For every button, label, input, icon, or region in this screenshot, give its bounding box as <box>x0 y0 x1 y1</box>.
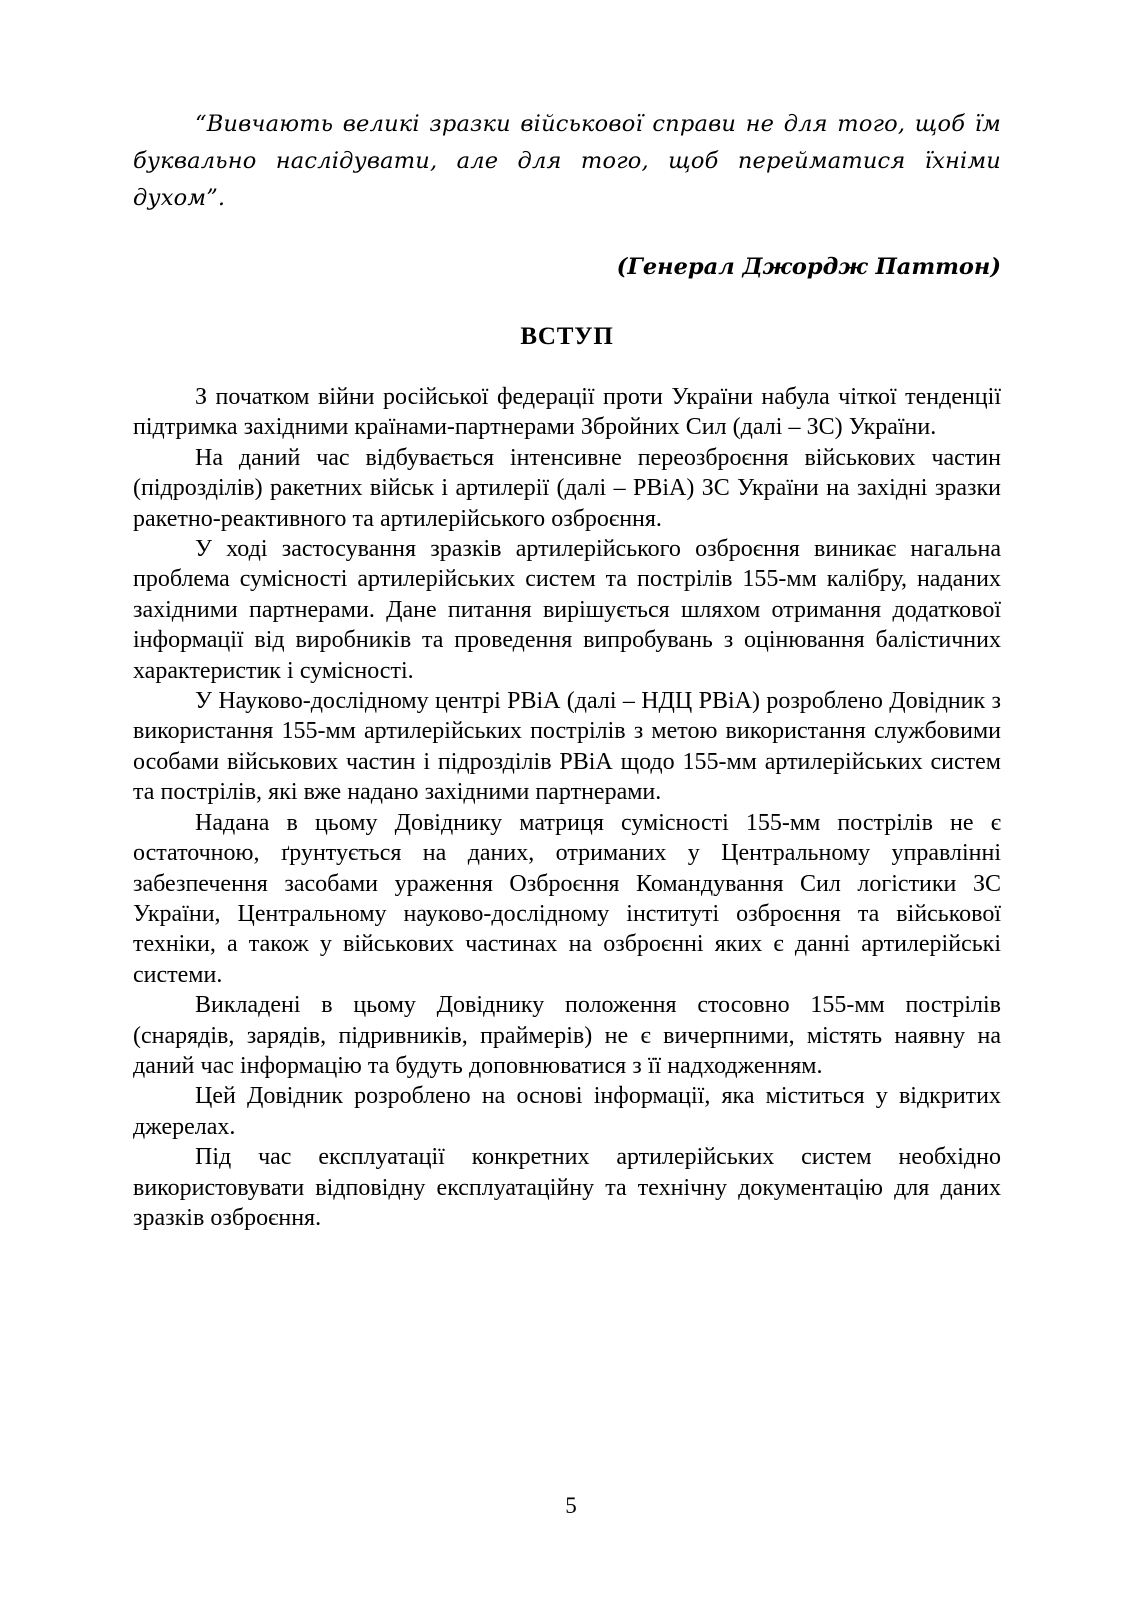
paragraph: У ході застосування зразків артилерійського озброєння виникає нагальна проблема сумісності артилерійських систем та пострілів 155-мм калібру, наданих західними партнерами. Дане питання вирішується шляхом отримання додаткової інформації від виробників та проведення випробувань з оцінювання балістичних характеристик і сумісності. <box>133 536 1001 684</box>
page-content <box>133 0 1001 1233</box>
page-number: 5 <box>565 1493 577 1518</box>
epigraph-quote: “Вивчають великі зразки військової справи не для того, щоб їм буквально наслідувати, але для того, щоб перейматися їхніми духом”. <box>133 111 1001 211</box>
paragraph: Надана в цьому Довіднику матриця сумісності 155-мм пострілів не є остаточною, ґрунтується на даних, отриманих у Центральному управлінні забезпечення засобами ураження Озброєння Командування Сил логістики ЗС України, Центральному науково-дослідному інституті озброєння та військової техніки, а також у військових частинах на озброєнні яких є данні артилерійські системи. <box>133 809 1001 988</box>
paragraph: У Науково-дослідному центрі РВіА (далі – НДЦ РВіА) розроблено Довідник з використання 155-мм артилерійських пострілів з метою використання службовими особами військових частин і підрозділів РВіА щодо 155-мм артилерійських систем та пострілів, які вже надано західними партнерами. <box>133 688 1001 806</box>
paragraph: Під час експлуатації конкретних артилерійських систем необхідно використовувати відповідну експлуатаційну та технічну документацію для даних зразків озброєння. <box>133 1144 1001 1231</box>
paragraph: На даний час відбувається інтенсивне переозброєння військових частин (підрозділів) ракетних військ і артилерії (далі – РВіА) ЗС України на західні зразки ракетно-реактивного та артилерійського озброєння. <box>133 444 1001 532</box>
paragraph: З початком війни російської федерації проти України набула чіткої тенденції підтримка західними країнами-партнерами Збройних Сил (далі – ЗС) України. <box>133 384 1001 441</box>
paragraph: Викладені в цьому Довіднику положення стосовно 155-мм пострілів (снарядів, зарядів, підривників, праймерів) не є вичерпними, містять наявну на даний час інформацію та будуть доповнюватися з її надходженням. <box>133 992 1001 1079</box>
section-heading: ВСТУП <box>520 323 614 350</box>
body-copy <box>133 352 1001 1233</box>
epigraph-author: (Генерал Джордж Паттон) <box>616 254 1001 280</box>
paragraph: Цей Довідник розроблено на основі інформації, яка міститься у відкритих джерелах. <box>133 1083 1001 1140</box>
